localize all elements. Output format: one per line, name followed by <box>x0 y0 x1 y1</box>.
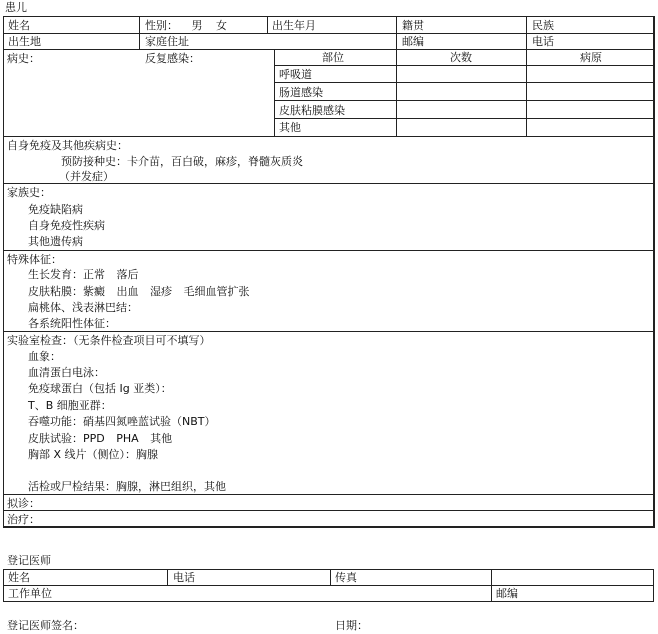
biopsy-result: 活检或尸检结果：胸腺，淋巴组织，其他 <box>28 480 226 493</box>
doctor-table-bottom <box>3 601 654 602</box>
doctor-table-top <box>3 569 654 570</box>
cell-divider <box>274 49 275 136</box>
date-label: 日期： <box>335 619 368 632</box>
sign-skin: 皮肤粘膜：紫癜 出血 湿疹 毛细血管扩张 <box>28 285 250 298</box>
native-place-label: 籍贯 <box>402 19 424 32</box>
col-count-header: 次数 <box>450 51 472 64</box>
lab-title: 实验室检查：（无条件检查项目可不填写） <box>7 334 211 347</box>
section-divider <box>3 183 654 184</box>
family-item: 自身免疫性疾病 <box>28 219 105 232</box>
history-label: 病史： <box>7 52 40 65</box>
sign-tonsil: 扁桃体、浅表淋巴结： <box>28 301 138 314</box>
diagnosis-label: 拟诊： <box>7 497 40 510</box>
col-site-header: 部位 <box>322 51 344 64</box>
cell-divider <box>653 569 654 601</box>
lab-item: 血清蛋白电泳： <box>28 366 105 379</box>
row-divider <box>274 118 654 119</box>
lab-item: 血象： <box>28 350 61 363</box>
birth-label: 出生年月 <box>272 19 316 32</box>
lab-item: 免疫球蛋白（包括 Ig 亚类）： <box>28 382 172 395</box>
sign-systems: 各系统阳性体征： <box>28 317 116 330</box>
site-skin-mucosa: 皮肤粘膜感染 <box>279 104 345 117</box>
birthplace-label: 出生地 <box>8 35 41 48</box>
doctor-fax-label: 传真 <box>335 571 357 584</box>
doctor-zip-label: 邮编 <box>496 587 518 600</box>
row-divider <box>274 65 654 66</box>
row-divider <box>274 100 654 101</box>
section-divider <box>3 510 654 511</box>
cell-divider <box>330 569 331 585</box>
cell-divider <box>139 16 140 49</box>
cell-divider <box>526 16 527 49</box>
immune-history-title: 自身免疫及其他疾病史： <box>7 139 128 152</box>
complication-note: （并发症） <box>59 170 114 183</box>
zip-label: 邮编 <box>402 35 424 48</box>
lab-item: 皮肤试验：PPD PHA 其他 <box>28 432 173 445</box>
row-divider <box>3 585 654 586</box>
table-left-border <box>3 16 4 527</box>
family-history-title: 家族史： <box>7 186 51 199</box>
special-signs-title: 特殊体征： <box>7 253 62 266</box>
row-divider <box>3 49 654 50</box>
cell-divider <box>526 49 527 136</box>
col-pathogen-header: 病原 <box>580 51 602 64</box>
site-intestinal: 肠道感染 <box>279 86 323 99</box>
doctor-name-label: 姓名 <box>8 571 30 584</box>
cell-divider <box>491 569 492 601</box>
family-item: 其他遗传病 <box>28 235 83 248</box>
cell-divider <box>3 569 4 601</box>
section-divider <box>3 494 654 495</box>
lab-item: T、B 细胞亚群： <box>28 399 112 412</box>
cell-divider <box>267 16 268 33</box>
cell-divider <box>167 569 168 585</box>
site-respiratory: 呼吸道 <box>279 68 312 81</box>
family-item: 免疫缺陷病 <box>28 203 83 216</box>
doctor-title: 登记医师 <box>7 554 51 567</box>
sex-label: 性别： 男 女 <box>145 19 227 32</box>
work-unit-label: 工作单位 <box>8 587 52 600</box>
site-other: 其他 <box>279 121 301 134</box>
ethnic-label: 民族 <box>532 19 554 32</box>
doctor-phone-label: 电话 <box>173 571 195 584</box>
table-top-border <box>3 16 654 17</box>
lab-item: 胸部 X 线片（侧位）：胸腺 <box>28 448 159 461</box>
sign-growth: 生长发育：正常 落后 <box>28 268 139 281</box>
recurrent-infection-label: 反复感染： <box>145 52 200 65</box>
form-title: 患儿 <box>5 1 27 14</box>
cell-divider <box>396 49 397 136</box>
section-divider <box>3 136 654 137</box>
name-label: 姓名 <box>8 19 30 32</box>
row-divider <box>3 33 654 34</box>
lab-item: 吞噬功能：硝基四氮唑蓝试验（NBT） <box>28 415 216 428</box>
row-divider <box>274 82 654 83</box>
table-bottom-border <box>3 526 655 528</box>
treatment-label: 治疗： <box>7 513 40 526</box>
cell-divider <box>396 16 397 49</box>
phone-label: 电话 <box>532 35 554 48</box>
vaccine-history: 预防接种史：卡介苗，百白破，麻疹，脊髓灰质炎 <box>61 155 303 168</box>
doctor-signature-label: 登记医师签名： <box>7 619 84 632</box>
section-divider <box>3 331 654 332</box>
home-address-label: 家庭住址 <box>145 35 189 48</box>
table-right-border <box>653 16 655 527</box>
section-divider <box>3 250 654 251</box>
